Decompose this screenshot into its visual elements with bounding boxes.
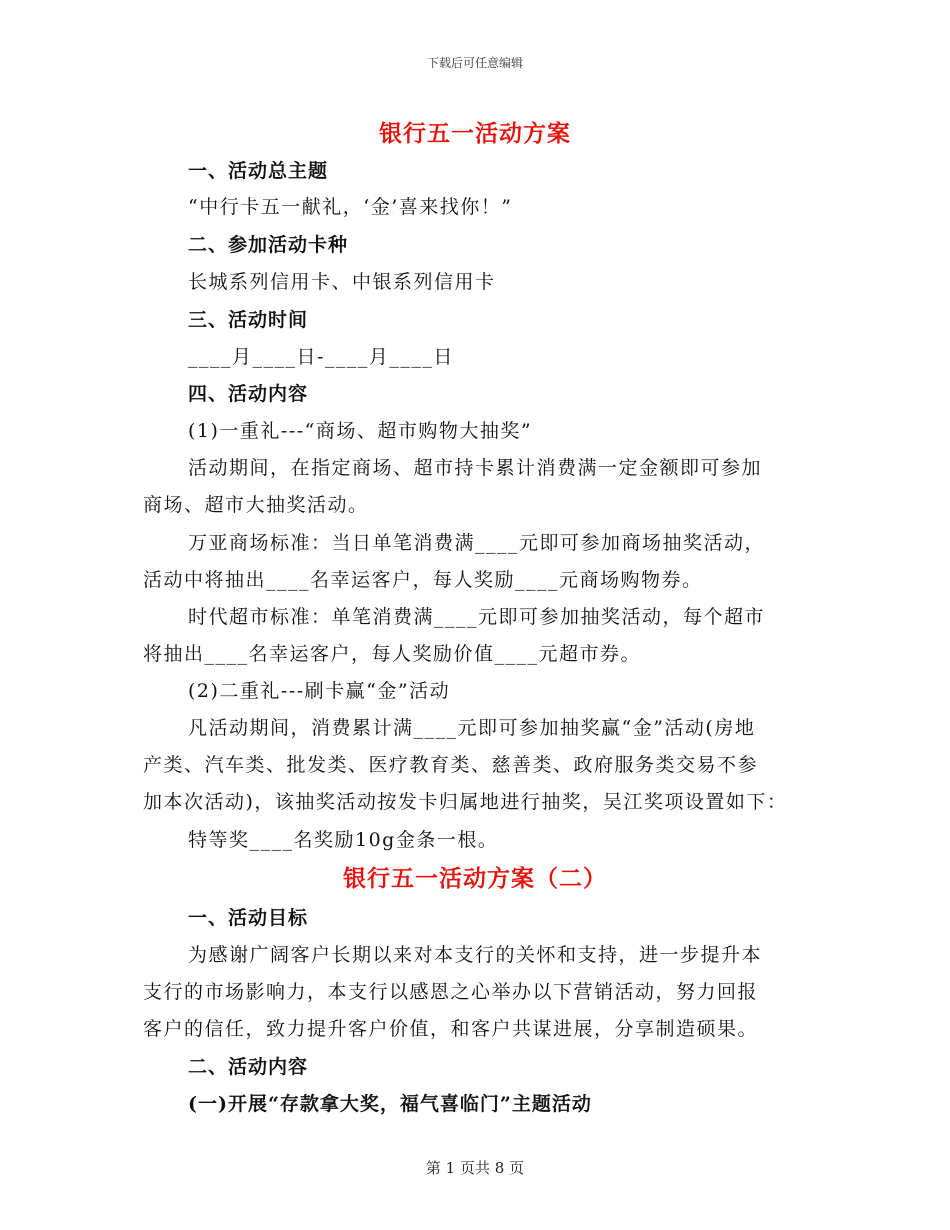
paragraph-line: 加本次活动)，该抽奖活动按发卡归属地进行抽奖，吴江奖项设置如下： <box>143 791 788 813</box>
card-types-text: 长城系列信用卡、中银系列信用卡 <box>188 271 496 293</box>
gift-1-title: (1)一重礼---“商场、超市购物大抽奖” <box>188 420 533 442</box>
paragraph-line: 凡活动期间，消费累计满____元即可参加抽奖赢“金”活动(房地 <box>188 717 756 739</box>
paragraph-line: 活动期间，在指定商场、超市持卡累计消费满一定金额即可参加 <box>188 457 763 479</box>
header-note: 下载后可任意编辑 <box>426 56 523 70</box>
document-title: 银行五一活动方案 <box>379 120 571 147</box>
section-heading-time: 三、活动时间 <box>188 309 309 331</box>
paragraph-line: 时代超市标准：单笔消费满____元即可参加抽奖活动，每个超市 <box>188 606 766 628</box>
page-footer: 第 1 页共 8 页 <box>425 1159 525 1177</box>
document-title-2: 银行五一活动方案（二） <box>343 865 607 892</box>
time-text: ____月____日-____月____日 <box>188 346 454 368</box>
section-heading-card-types: 二、参加活动卡种 <box>188 234 349 256</box>
gift-2-title: (2)二重礼---刷卡赢“金”活动 <box>188 680 451 702</box>
paragraph-line: 为感谢广阔客户长期以来对本支行的关怀和支持，进一步提升本 <box>188 944 763 966</box>
paragraph-line: 万亚商场标准：当日单笔消费满____元即可参加商场抽奖活动， <box>188 532 766 554</box>
paragraph-line: 活动中将抽出____名幸运客户，每人奖励____元商场购物券。 <box>143 569 703 591</box>
paragraph-line: 商场、超市大抽奖活动。 <box>143 494 369 516</box>
paragraph-line: 支行的市场影响力，本支行以感恩之心举办以下营销活动，努力回报 <box>143 981 759 1003</box>
paragraph-line: 特等奖____名奖励10g金条一根。 <box>188 829 499 851</box>
section-heading-theme: 一、活动总主题 <box>188 160 329 182</box>
section-heading-content-2: 二、活动内容 <box>188 1056 309 1078</box>
subsection-heading: (一)开展“存款拿大奖，福气喜临门”主题活动 <box>188 1093 592 1115</box>
paragraph-line: 客户的信任，致力提升客户价值，和客户共谋进展，分享制造硕果。 <box>143 1018 759 1040</box>
section-heading-goal: 一、活动目标 <box>188 907 309 929</box>
theme-text: “中行卡五一献礼，‘金’喜来找你！” <box>188 196 513 218</box>
paragraph-line: 将抽出____名幸运客户，每人奖励价值____元超市券。 <box>143 643 642 665</box>
section-heading-content: 四、活动内容 <box>188 383 309 405</box>
paragraph-line: 产类、汽车类、批发类、医疗教育类、慈善类、政府服务类交易不参 <box>143 754 759 776</box>
